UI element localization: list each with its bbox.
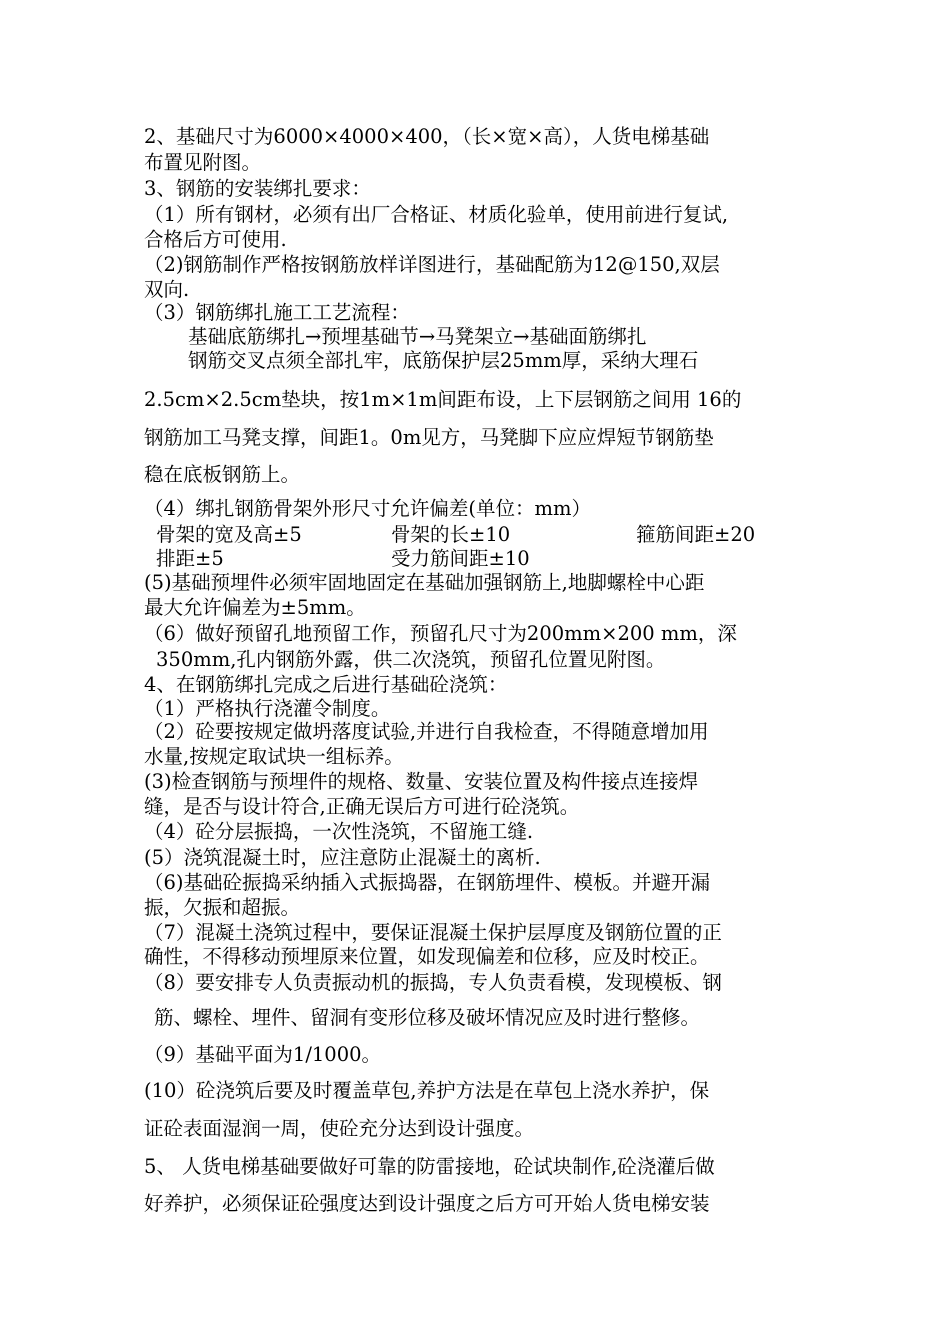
text-line: （6）做好预留孔地预留工作，预留孔尺寸为200mm×200 mm，深 xyxy=(144,622,737,645)
text-line: 双向. xyxy=(144,278,190,301)
text-line: (10）砼浇筑后要及时覆盖草包,养护方法是在草包上浇水养护，保 xyxy=(144,1079,710,1102)
text-line: 筋、螺栓、埋件、留洞有变形位移及破坏情况应及时进行整修。 xyxy=(154,1006,701,1029)
text-line: 2、基础尺寸为6000×4000×400，（长×宽×高），人货电梯基础 xyxy=(144,125,710,148)
text-line: （3）钢筋绑扎施工工艺流程： xyxy=(144,301,410,324)
text-line: （8）要安排专人负责振动机的振捣，专人负责看模，发现模板、钢 xyxy=(144,971,722,994)
text-line: （1）严格执行浇灌令制度。 xyxy=(144,697,391,720)
text-line: 稳在底板钢筋上。 xyxy=(144,463,301,486)
text-line: 水量,按规定取试块一组标养。 xyxy=(144,745,404,768)
text-line: （1）所有钢材，必须有出厂合格证、材质化验单，使用前进行复试, xyxy=(144,203,729,226)
text-line: (5)基础预埋件必须牢固地固定在基础加强钢筋上,地脚螺栓中心距 xyxy=(144,571,705,594)
table-cell: 箍筋间距±20 xyxy=(636,523,756,546)
table-cell: 排距±5 xyxy=(156,547,224,570)
text-line: 布置见附图。 xyxy=(144,151,262,174)
text-line: （7）混凝土浇筑过程中，要保证混凝土保护层厚度及钢筋位置的正 xyxy=(144,921,722,944)
text-line: 最大允许偏差为±5mm。 xyxy=(144,596,366,619)
text-line: 350mm,孔内钢筋外露，供二次浇筑，预留孔位置见附图。 xyxy=(156,648,666,671)
text-line: 振，欠振和超振。 xyxy=(144,896,301,919)
text-line: （6)基础砼振捣采纳插入式振捣器，在钢筋埋件、模板。并避开漏 xyxy=(144,871,711,894)
text-line: 钢筋加工马凳支撑，间距1。0m见方，马凳脚下应应焊短节钢筋垫 xyxy=(144,426,714,449)
text-line: （4）绑扎钢筋骨架外形尺寸允许偏差(单位：mm） xyxy=(144,497,591,520)
text-line: 缝，是否与设计符合,正确无误后方可进行砼浇筑。 xyxy=(144,795,580,818)
section-heading: 3、钢筋的安装绑扎要求： xyxy=(144,177,371,200)
table-cell: 骨架的长±10 xyxy=(391,523,511,546)
text-line: 证砼表面湿润一周，使砼充分达到设计强度。 xyxy=(144,1117,535,1140)
section-heading: 5、 人货电梯基础要做好可靠的防雷接地，砼试块制作,砼浇灌后做 xyxy=(144,1155,715,1178)
text-line: (5）浇筑混凝土时，应注意防止混凝土的离析. xyxy=(144,846,541,869)
text-line: 合格后方可使用. xyxy=(144,228,287,251)
process-flow: 基础底筋绑扎→预埋基础节→马凳架立→基础面筋绑扎 xyxy=(188,325,647,348)
table-cell: 受力筋间距±10 xyxy=(391,547,530,570)
text-line: （4）砼分层振捣，一次性浇筑，不留施工缝. xyxy=(144,820,534,843)
table-cell: 骨架的宽及高±5 xyxy=(156,523,302,546)
text-line: 钢筋交叉点须全部扎牢，底筋保护层25mm厚，采纳大理石 xyxy=(188,349,699,372)
text-line: (3)检查钢筋与预埋件的规格、数量、安装位置及构件接点连接焊 xyxy=(144,770,699,793)
text-line: （2)钢筋制作严格按钢筋放样详图进行，基础配筋为12@150,双层 xyxy=(144,253,720,276)
text-line: 好养护，必须保证砼强度达到设计强度之后方可开始人货电梯安装 xyxy=(144,1192,710,1215)
text-line: （2）砼要按规定做坍落度试验,并进行自我检查，不得随意增加用 xyxy=(144,720,709,743)
section-heading: 4、在钢筋绑扎完成之后进行基础砼浇筑： xyxy=(144,673,508,696)
text-line: 2.5cm×2.5cm垫块，按1m×1m间距布设，上下层钢筋之间用 16的 xyxy=(144,388,742,411)
text-line: 确性，不得移动预埋原来位置，如发现偏差和位移，应及时校正。 xyxy=(144,945,710,968)
text-line: （9）基础平面为1/1000。 xyxy=(144,1043,382,1066)
